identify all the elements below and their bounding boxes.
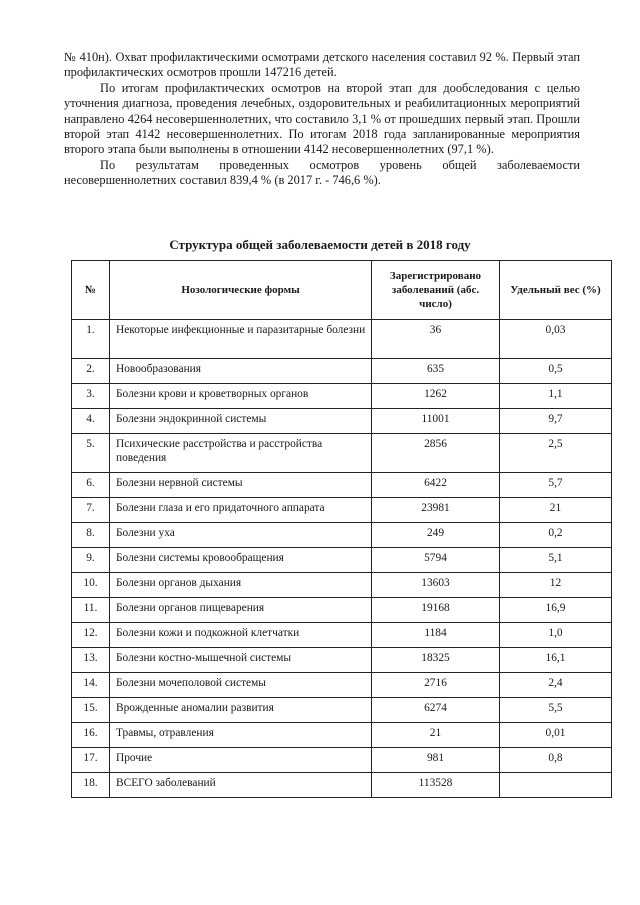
row-name: ВСЕГО заболеваний [110, 773, 372, 798]
row-percent: 1,0 [500, 623, 612, 648]
header-weight: Удельный вес (%) [500, 261, 612, 320]
row-name: Психические расстройства и расстройства поведения [110, 434, 372, 473]
table-row [72, 359, 612, 384]
header-form: Нозологические формы [110, 261, 372, 320]
row-count: 2856 [372, 434, 500, 473]
row-number: 12. [72, 623, 110, 648]
row-percent: 0,01 [500, 723, 612, 748]
row-name: Болезни глаза и его придаточного аппарата [110, 498, 372, 523]
row-percent: 16,9 [500, 598, 612, 623]
morbidity-table [71, 260, 612, 798]
row-number: 7. [72, 498, 110, 523]
table-header-row [72, 261, 612, 320]
row-percent: 0,5 [500, 359, 612, 384]
row-name: Болезни системы кровообращения [110, 548, 372, 573]
table-row [72, 498, 612, 523]
table-row [72, 473, 612, 498]
table-row [72, 673, 612, 698]
row-count: 18325 [372, 648, 500, 673]
row-percent: 0,03 [500, 320, 612, 359]
row-name: Болезни эндокринной системы [110, 409, 372, 434]
row-percent: 5,1 [500, 548, 612, 573]
paragraph-1: № 410н). Охват профилактическими осмотрами детского населения составил 92 %. Первый этап профилактических осмотров прошли 147216 детей. [64, 50, 580, 80]
row-count: 23981 [372, 498, 500, 523]
row-number: 3. [72, 384, 110, 409]
row-number: 18. [72, 773, 110, 798]
row-count: 5794 [372, 548, 500, 573]
table-row [72, 773, 612, 798]
table-row [72, 598, 612, 623]
row-count: 21 [372, 723, 500, 748]
table-row [72, 698, 612, 723]
row-name: Некоторые инфекционные и паразитарные болезни [110, 320, 372, 359]
row-percent: 5,7 [500, 473, 612, 498]
row-number: 14. [72, 673, 110, 698]
table-title: Структура общей заболеваемости детей в 2018 году [169, 237, 471, 252]
row-percent: 0,8 [500, 748, 612, 773]
row-number: 5. [72, 434, 110, 473]
table-row [72, 648, 612, 673]
row-number: 1. [72, 320, 110, 359]
table-row [72, 320, 612, 359]
row-count: 6422 [372, 473, 500, 498]
paragraph-3: По результатам проведенных осмотров уровень общей заболеваемости несовершеннолетних составил 839,4 % (в 2017 г. - 746,6 %). [64, 157, 580, 188]
row-number: 8. [72, 523, 110, 548]
row-count: 13603 [372, 573, 500, 598]
row-count: 36 [372, 320, 500, 359]
row-percent: 1,1 [500, 384, 612, 409]
row-count: 19168 [372, 598, 500, 623]
row-percent: 12 [500, 573, 612, 598]
row-name: Болезни крови и кроветворных органов [110, 384, 372, 409]
row-count: 2716 [372, 673, 500, 698]
row-name: Болезни костно-мышечной системы [110, 648, 372, 673]
row-percent: 21 [500, 498, 612, 523]
row-number: 15. [72, 698, 110, 723]
row-number: 9. [72, 548, 110, 573]
row-number: 2. [72, 359, 110, 384]
row-name: Врожденные аномалии развития [110, 698, 372, 723]
row-percent: 9,7 [500, 409, 612, 434]
row-number: 4. [72, 409, 110, 434]
row-count: 113528 [372, 773, 500, 798]
paragraph-2: По итогам профилактических осмотров на второй этап для дообследования с целью уточнения диагноза, проведения лечебных, оздоровительных и реабилитационных мероприятий направлено 4264 несовершеннолетних, что составило 3,1 % от прошедших первый этап. Прошли второй этап 4142 несовершеннолетних. По итогам 2018 года запланированные мероприятия второго этапа были выполнены в отношении 4142 несовершеннолетних (97,1 %). [64, 80, 580, 157]
table-row [72, 434, 612, 473]
table-row [72, 409, 612, 434]
row-percent: 5,5 [500, 698, 612, 723]
row-name: Болезни мочеполовой системы [110, 673, 372, 698]
row-percent [500, 773, 612, 798]
row-percent: 2,5 [500, 434, 612, 473]
row-name: Болезни кожи и подкожной клетчатки [110, 623, 372, 648]
table-row [72, 548, 612, 573]
table-row [72, 523, 612, 548]
row-name: Болезни уха [110, 523, 372, 548]
row-name: Новообразования [110, 359, 372, 384]
row-name: Болезни органов пищеварения [110, 598, 372, 623]
row-number: 11. [72, 598, 110, 623]
table-row [72, 723, 612, 748]
row-count: 981 [372, 748, 500, 773]
row-number: 13. [72, 648, 110, 673]
intro-text [64, 50, 580, 189]
row-number: 10. [72, 573, 110, 598]
row-count: 11001 [372, 409, 500, 434]
row-name: Болезни нервной системы [110, 473, 372, 498]
table-row [72, 623, 612, 648]
row-count: 1262 [372, 384, 500, 409]
header-num: № [72, 261, 110, 320]
row-percent: 2,4 [500, 673, 612, 698]
row-number: 6. [72, 473, 110, 498]
row-count: 1184 [372, 623, 500, 648]
header-registered: Зарегистрировано заболеваний (абс. число) [372, 261, 500, 320]
row-number: 17. [72, 748, 110, 773]
row-percent: 16,1 [500, 648, 612, 673]
table-row [72, 384, 612, 409]
row-name: Болезни органов дыхания [110, 573, 372, 598]
row-name: Травмы, отравления [110, 723, 372, 748]
row-count: 249 [372, 523, 500, 548]
row-count: 6274 [372, 698, 500, 723]
row-percent: 0,2 [500, 523, 612, 548]
row-number: 16. [72, 723, 110, 748]
table-row [72, 573, 612, 598]
row-count: 635 [372, 359, 500, 384]
table-row [72, 748, 612, 773]
row-name: Прочие [110, 748, 372, 773]
